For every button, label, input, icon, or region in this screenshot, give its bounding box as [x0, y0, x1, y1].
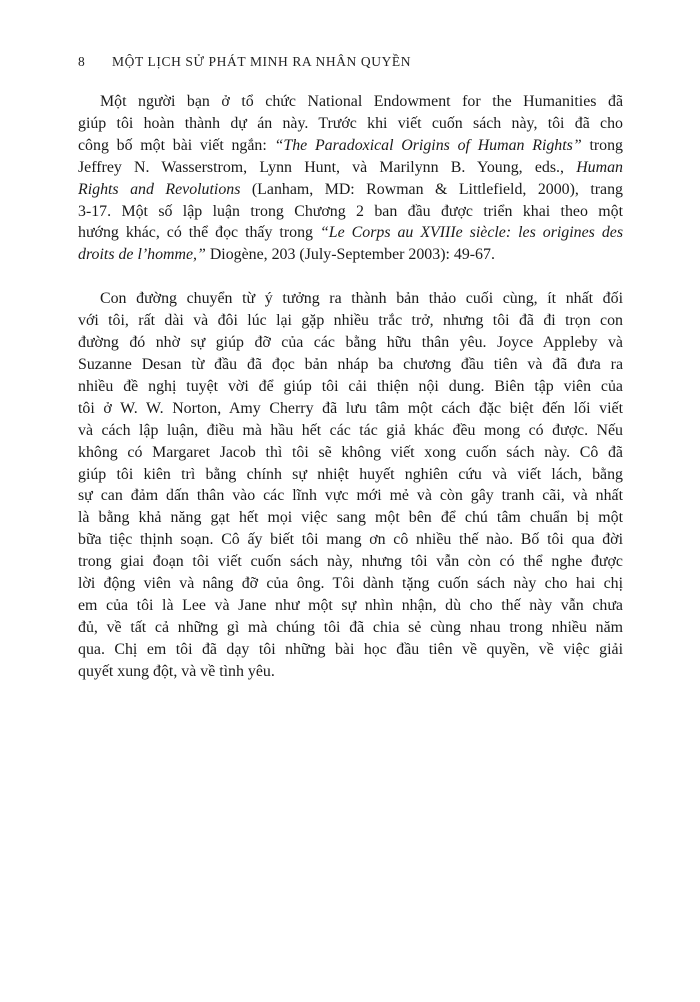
- text-line: [78, 639, 623, 661]
- text-line: [78, 617, 623, 639]
- text-run: lời động viên và nâng đỡ của ông. Tôi dành tặng cuốn sách này cho hai chị: [78, 575, 623, 593]
- text-run: không có Margaret Jacob thì tôi sẽ không viết xong cuốn sách này. Cô đã: [78, 443, 623, 461]
- text-run: sự can đảm dấn thân vào các lĩnh vực mới mẻ và còn gây tranh cãi, và nhất: [78, 487, 623, 505]
- text-run: đường đó nhờ sự giúp đỡ của các bằng hữu thân yêu. Joyce Appleby và: [78, 334, 623, 352]
- italic-text: Rights and Revolutions: [78, 180, 241, 198]
- text-line: [78, 157, 623, 179]
- text-run: Con đường chuyển từ ý tưởng ra thành bản thảo cuối cùng, ít nhất đối: [100, 290, 623, 308]
- text-line: [78, 398, 623, 420]
- italic-text: Human: [576, 158, 623, 176]
- text-run: tôi ở W. W. Norton, Amy Cherry đã lưu tâm một cách đặc biệt đến lối viết: [78, 399, 623, 417]
- text-line: [78, 135, 623, 157]
- text-line: [78, 376, 623, 398]
- italic-text: “The Paradoxical Origins of Human Rights”: [274, 136, 582, 154]
- text-run: Suzanne Desan từ đầu đã đọc bản nháp ba chương đầu tiên và đã đưa ra: [78, 355, 623, 373]
- italic-text: droits de l’homme,”: [78, 246, 206, 264]
- text-line: [78, 551, 623, 573]
- text-line: [78, 442, 623, 464]
- text-line: [78, 91, 623, 113]
- text-line: [78, 485, 623, 507]
- text-run: Diogène, 203 (July-September 2003): 49-67.: [205, 246, 495, 264]
- text-line: [78, 222, 623, 244]
- text-run: Jeffrey N. Wasserstrom, Lynn Hunt, và Marilynn B. Young, eds.,: [78, 158, 577, 176]
- text-run: là bằng khả năng gạt hết mọi việc sang một bên để chú tâm chuẩn bị một: [78, 509, 623, 527]
- page-number: 8: [78, 54, 86, 69]
- text-run: qua. Chị em tôi đã dạy tôi những bài học đầu tiên về quyền, về việc giải: [78, 640, 623, 658]
- running-title: MỘT LỊCH SỬ PHÁT MINH RA NHÂN QUYỀN: [112, 54, 412, 69]
- text-line: [78, 244, 623, 266]
- text-line: [78, 507, 623, 529]
- text-run: công bố một bài viết ngắn:: [78, 136, 275, 154]
- text-line: [78, 332, 623, 354]
- body-text: [78, 91, 623, 683]
- text-run: đủ, về tất cả những gì mà chúng tôi đã chia sẻ cùng nhau trong nhiều năm: [78, 618, 623, 636]
- text-run: với tôi, rất dài và đôi lúc lại gặp nhiều trắc trở, nhưng tôi đã đi trọn con: [78, 312, 623, 330]
- text-run: quyết xung đột, và về tình yêu.: [78, 662, 275, 680]
- text-line: [78, 595, 623, 617]
- text-line: [78, 661, 623, 683]
- text-run: 3-17. Một số lập luận trong Chương 2 ban đầu được triển khai theo một: [78, 202, 623, 220]
- text-run: hướng khác, có thể đọc thấy trong: [78, 224, 320, 242]
- text-line: [78, 113, 623, 135]
- text-line: [78, 420, 623, 442]
- text-run: bữa tiệc thịnh soạn. Cô ấy biết tôi mang ơn cô nhiều thế nào. Bố tôi qua đời: [78, 531, 623, 549]
- text-line: [78, 573, 623, 595]
- text-run: Một người bạn ở tổ chức National Endowment for the Humanities đã: [100, 93, 623, 110]
- text-run: trong: [581, 136, 623, 154]
- text-run: em của tôi là Lee và Jane như một sự nhìn nhận, dù cho thế này vẫn chưa: [78, 596, 623, 614]
- text-line: [78, 288, 623, 310]
- paragraph: [78, 288, 623, 682]
- text-line: [78, 529, 623, 551]
- text-run: trong giai đoạn tôi viết cuốn sách này, nhưng tôi vẫn còn có thể nghe được: [78, 553, 623, 571]
- text-line: [78, 179, 623, 201]
- text-run: giúp tôi hoàn thành dự án này. Trước khi viết cuốn sách này, tôi đã cho: [78, 114, 623, 132]
- text-run: nhiều đề nghị tuyệt vời để giúp tôi cải thiện nội dung. Biên tập viên của: [78, 377, 623, 395]
- text-line: [78, 464, 623, 486]
- paragraph: [78, 91, 623, 266]
- italic-text: “Le Corps au XVIIIe siècle: les origines des: [319, 224, 623, 242]
- running-header: [78, 54, 411, 70]
- text-line: [78, 354, 623, 376]
- text-run: giúp tôi kiên trì bằng chính sự nhiệt huyết nghiên cứu và viết lách, bằng: [78, 465, 623, 483]
- text-run: (Lanham, MD: Rowman & Littlefield, 2000), trang: [240, 180, 624, 198]
- text-run: và cách lập luận, điều mà hầu hết các tác giả khác đều mong có được. Nếu: [78, 421, 623, 439]
- text-line: [78, 310, 623, 332]
- text-line: [78, 201, 623, 223]
